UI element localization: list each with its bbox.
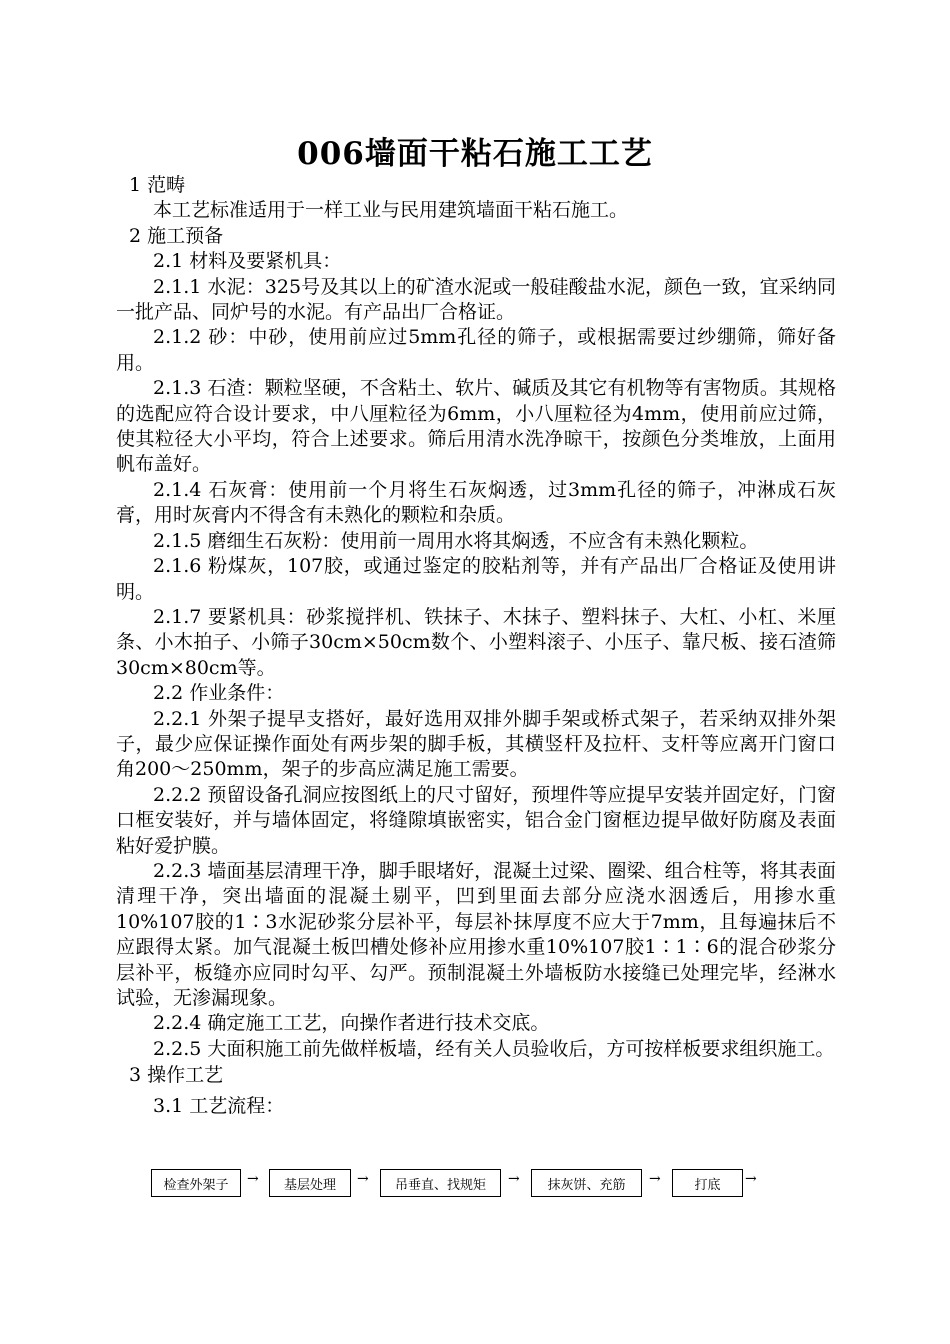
paragraph-2-2-4: 2.2.4 确定施工工艺，向操作者进行技术交底。 — [153, 1012, 550, 1035]
paragraph-2-2-5: 2.2.5 大面积施工前先做样板墙，经有关人员验收后，方可按样板要求组织施工。 — [153, 1037, 835, 1060]
section-3-1-heading: 3.1 工艺流程： — [153, 1094, 285, 1117]
flow-arrow-icon: → — [247, 1171, 259, 1187]
paragraph-2-2-3: 2.2.3 墙面基层清理干净，脚手眼堵好，混凝土过梁、圈梁、组合柱等，将其表面清理干净，突出墙面的混凝土剔平，凹到里面去部分应浇水洇透后，用掺水重10%107胶的1∶3水泥砂浆分层补平，每层补抹厚度不应大于7mm，且每遍抹后不应跟得太紧。加气混凝土板凹槽处修补应用掺水重10%107胶1∶1∶6的混合砂浆分层补平，板缝亦应同时勾平、勾严。预制混凝土外墙板防水接缝已处理完毕，经淋水试验，无渗漏现象。 — [116, 859, 836, 1009]
flow-step-plumb-alignment: 吊垂直、找规矩 — [380, 1169, 501, 1197]
section-2-2-heading: 2.2 作业条件： — [153, 682, 285, 705]
paragraph-2-2-2: 2.2.2 预留设备孔洞应按图纸上的尺寸留好，预埋件等应提早安装并固定好，门窗口框安装好，并与墙体固定，将缝隙填嵌密实，铝合金门窗框边提早做好防腐及表面粘好爱护膜。 — [116, 783, 836, 857]
flow-step-mortar-screeds: 抹灰饼、充筋 — [531, 1169, 642, 1197]
process-flowchart — [151, 1169, 771, 1197]
paragraph-2-1-2: 2.1.2 砂：中砂，使用前应过5mm孔径的筛子，或根据需要过纱绷筛，筛好备用。 — [116, 326, 836, 374]
flow-arrow-icon: → — [649, 1171, 661, 1187]
paragraph-2-1-7: 2.1.7 要紧机具：砂浆搅拌机、铁抹子、木抹子、塑料抹子、大杠、小杠、米厘条、小木拍子、小筛子30cm×50cm数个、小塑料滚子、小压子、靠尺板、接石渣筛30cm×80cm等。 — [116, 605, 836, 679]
paragraph-2-1-1: 2.1.1 水泥：325号及其以上的矿渣水泥或一般硅酸盐水泥，颜色一致，宜采纳同一批产品、同炉号的水泥。有产品出厂合格证。 — [116, 275, 836, 324]
section-3-heading: 3 操作工艺 — [129, 1064, 224, 1087]
flow-step-base-coat: 打底 — [672, 1169, 743, 1197]
flow-arrow-icon: → — [508, 1171, 520, 1187]
paragraph-2-2-1: 2.2.1 外架子提早支搭好，最好选用双排外脚手架或桥式架子，若采纳双排外架子，最少应保证操作面处有两步架的脚手板，其横竖杆及拉杆、支杆等应离开门窗口角200～250mm，架子的步高应满足施工需要。 — [116, 707, 836, 781]
document-body — [116, 173, 836, 1119]
section-2-1-heading: 2.1 材料及要紧机具： — [153, 250, 342, 273]
flow-step-base-treatment: 基层处理 — [269, 1169, 351, 1197]
flow-arrow-icon: → — [357, 1171, 369, 1187]
document-title: 006墙面干粘石施工工艺 — [297, 136, 653, 172]
section-1-paragraph: 本工艺标准适用于一样工业与民用建筑墙面干粘石施工。 — [153, 199, 629, 222]
paragraph-2-1-4: 2.1.4 石灰膏：使用前一个月将生石灰焖透，过3mm孔径的筛子，冲淋成石灰膏，用时灰膏内不得含有未熟化的颗粒和杂质。 — [116, 478, 836, 527]
section-2-heading: 2 施工预备 — [129, 224, 224, 247]
paragraph-2-1-5: 2.1.5 磨细生石灰粉：使用前一周用水将其焖透，不应含有未熟化颗粒。 — [153, 529, 759, 552]
paragraph-2-1-6: 2.1.6 粉煤灰，107胶，或通过鉴定的胶粘剂等，并有产品出厂合格证及使用讲明。 — [116, 555, 836, 603]
flow-arrow-icon: → — [745, 1171, 757, 1187]
flow-step-check-scaffold: 检查外架子 — [151, 1169, 241, 1197]
section-1-heading: 1 范畴 — [129, 174, 186, 196]
paragraph-2-1-3: 2.1.3 石渣：颗粒坚硬，不含粘土、软片、碱质及其它有机物等有害物质。其规格的选配应符合设计要求，中八厘粒径为6mm，小八厘粒径为4mm，使用前应过筛，使其粒径大小平均，符合上述要求。筛后用清水洗净晾干，按颜色分类堆放，上面用帆布盖好。 — [116, 377, 836, 476]
